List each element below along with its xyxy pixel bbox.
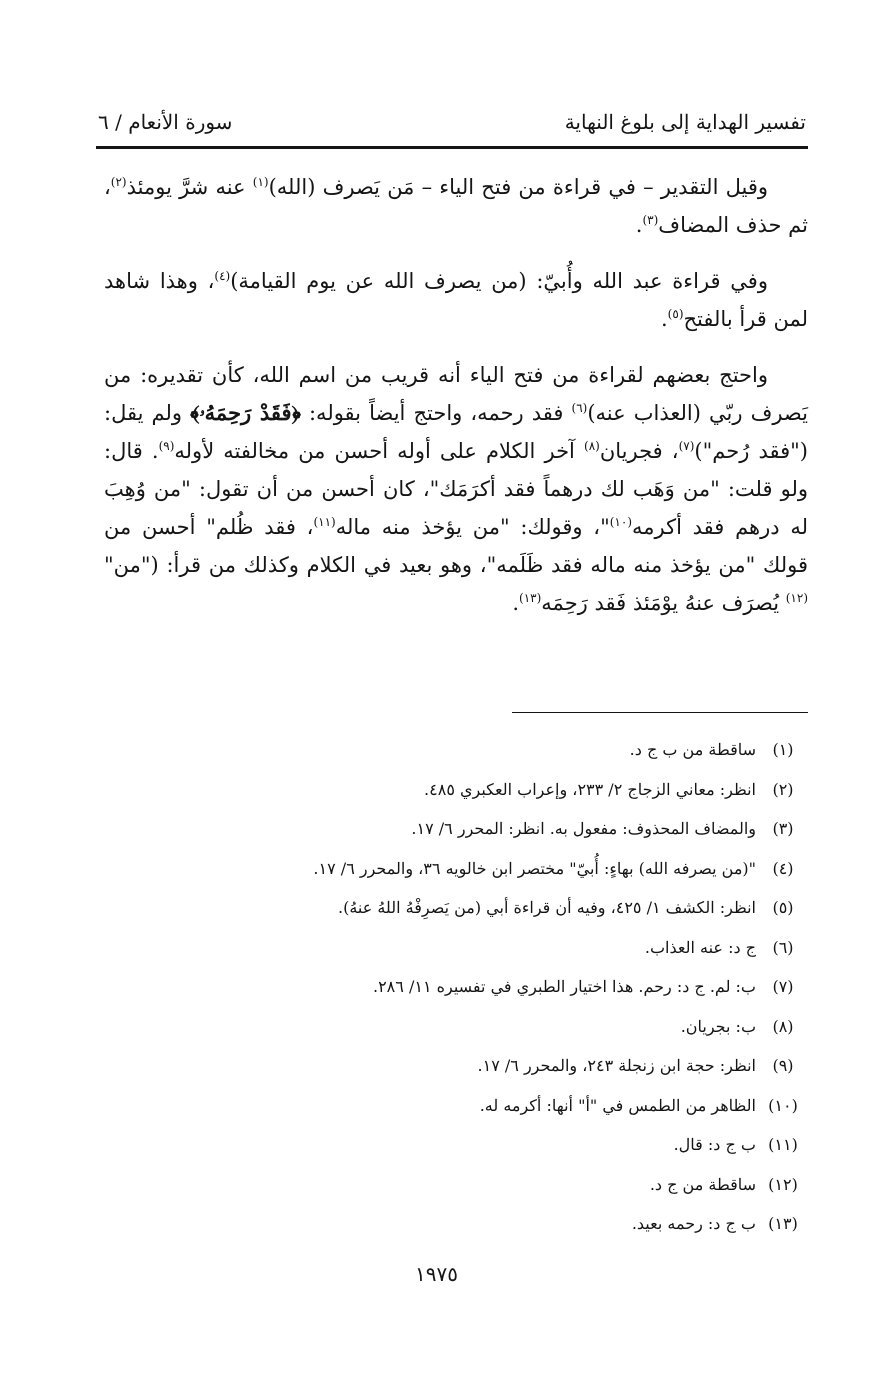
footnote-text: ب: لم. ج د: رحم. هذا اختيار الطبري في تفسيره ١١/ ٢٨٦. xyxy=(372,977,756,996)
footnote-number: (١١) xyxy=(768,1135,798,1154)
footnote xyxy=(180,1086,810,1126)
footnote xyxy=(180,928,810,968)
footnote-number: (٥) xyxy=(772,898,794,917)
footnote-ref: (٣) xyxy=(642,213,659,227)
footnote-ref: (١٢) xyxy=(785,591,808,605)
quran-quote: ﴿فَقَدْ رَحِمَهُۥ﴾ xyxy=(190,400,301,425)
footnote xyxy=(180,1125,810,1165)
footnote xyxy=(180,967,810,1007)
footnote-number: (١٣) xyxy=(768,1214,798,1233)
footnote-text: ساقطة من ج د. xyxy=(649,1174,756,1194)
footnote-ref: (٦) xyxy=(571,401,588,415)
paragraph-2: وفي قراءة عبد الله وأُبيّ: (من يصرف الله عن يوم القيامة)$^{(٤)}$، وهذا شاهد لمن قرأ بالفتح$^{(٥)}$. xyxy=(104,269,808,331)
book-title: تفسير الهداية إلى بلوغ النهاية xyxy=(564,110,806,134)
surah-title: سورة الأنعام / ٦ xyxy=(98,110,233,134)
footnotes-list xyxy=(180,730,810,1244)
footnote xyxy=(180,888,810,928)
footnote-text: انظر: الكشف ١/ ٤٢٥، وفيه أن قراءة أبي (من يَصرِفْهُ اللهُ عنهُ). xyxy=(337,898,756,917)
footnote-number: (١) xyxy=(772,740,794,759)
footnote-text: انظر: حجة ابن زنجلة ٢٤٣، والمحرر ٦/ ١٧. xyxy=(477,1056,756,1075)
footnote-separator xyxy=(512,712,808,713)
footnote-number: (٤) xyxy=(772,858,794,878)
footnote xyxy=(180,809,810,849)
footnote-ref: (٤) xyxy=(214,269,231,283)
paragraph-1: وقيل التقدير – في قراءة من فتح الياء – مَن يَصرف (الله)$^{(١)}$ عنه شرَّ يومئذ$^{(٢)}$، ثم حذف المضاف$^{(٣)}$. xyxy=(104,175,808,237)
running-header xyxy=(96,106,808,146)
footnote xyxy=(180,1046,810,1086)
footnote-text: ساقطة من ب ج د. xyxy=(629,740,756,759)
footnote-ref: (٢) xyxy=(110,175,127,189)
footnote xyxy=(180,1007,810,1047)
footnote-ref: (١) xyxy=(252,175,269,189)
paragraph-3: واحتج بعضهم لقراءة من فتح الياء أنه قريب من اسم الله، كأن تقديره: من يَصرف ربّي (العذاب عنه)$^{(٦)}$ فقد رحمه، واحتج أيضاً بقوله: ﴿فَقَدْ رَحِمَهُۥ﴾ ولم يقل: ("فقد رُحم")$^{(٧)}$، فجريان$^{(٨)}$ آخر الكلام على أوله أحسن من مخالفته لأوله$^{(٩)}$. قال: ولو قلت: "من وَهَب لك درهماً فقد أكرَمَك"، كان أحسن من أن تقول: "من وُهِبَ له درهم فقد أكرمه$^{(١٠)}$"، وقولك: "من يؤخذ منه ماله$^{(١١)}$، فقد ظُلم" أحسن من قولك "من يؤخذ منه ماله فقد ظَلَمه"، وهو بعيد في الكلام وكذلك من قرأ: ("من"$^{(١٢)}$ يُصرَف عنهُ يوْمَئذ فَقد رَحِمَه$^{(١٣)}$. xyxy=(104,363,808,615)
footnote-text: "(من يصرفه الله) بهاءٍ: أُبيّ" مختصر ابن خالويه ٣٦، والمحرر ٦/ ١٧. xyxy=(313,858,756,878)
footnote-ref: (٧) xyxy=(678,439,695,453)
footnote-ref: (٥) xyxy=(667,307,684,321)
footnote-ref: (١٠) xyxy=(609,515,632,529)
footnote xyxy=(180,849,810,889)
footnote xyxy=(180,770,810,810)
footnote xyxy=(180,1165,810,1205)
footnote-number: (٨) xyxy=(772,1016,794,1036)
footnote-ref: (٨) xyxy=(584,439,600,453)
footnote-number: (٧) xyxy=(772,977,794,996)
footnote-text: انظر: معاني الزجاج ٢/ ٢٣٣، وإعراب العكبري ٤٨٥. xyxy=(424,779,756,799)
footnote-text: ب ج د: قال. xyxy=(673,1135,756,1154)
footnote-ref: (١٣) xyxy=(519,591,542,605)
footnote-number: (٢) xyxy=(772,779,794,799)
footnote-number: (٩) xyxy=(772,1056,794,1075)
footnote xyxy=(180,1204,810,1244)
page-number: ١٩٧٥ xyxy=(415,1262,458,1286)
footnote-number: (١٠) xyxy=(768,1095,798,1115)
footnote-text: والمضاف المحذوف: مفعول به. انظر: المحرر ٦/ ١٧. xyxy=(411,819,756,838)
footnote-number: (٣) xyxy=(772,819,794,838)
footnote-text: ج د: عنه العذاب. xyxy=(644,937,756,957)
footnote xyxy=(180,730,810,770)
main-text xyxy=(104,168,808,622)
footnote-text: ب: بجريان. xyxy=(680,1016,756,1036)
footnote-ref: (٩) xyxy=(158,439,175,453)
footnote-ref: (١١) xyxy=(313,515,336,529)
footnote-number: (٦) xyxy=(772,937,794,957)
header-rule xyxy=(96,146,808,149)
footnote-text: ب ج د: رحمه بعيد. xyxy=(631,1214,756,1233)
footnote-number: (١٢) xyxy=(768,1174,798,1194)
footnote-text: الظاهر من الطمس في "أ" أنها: أكرمه له. xyxy=(479,1095,756,1115)
